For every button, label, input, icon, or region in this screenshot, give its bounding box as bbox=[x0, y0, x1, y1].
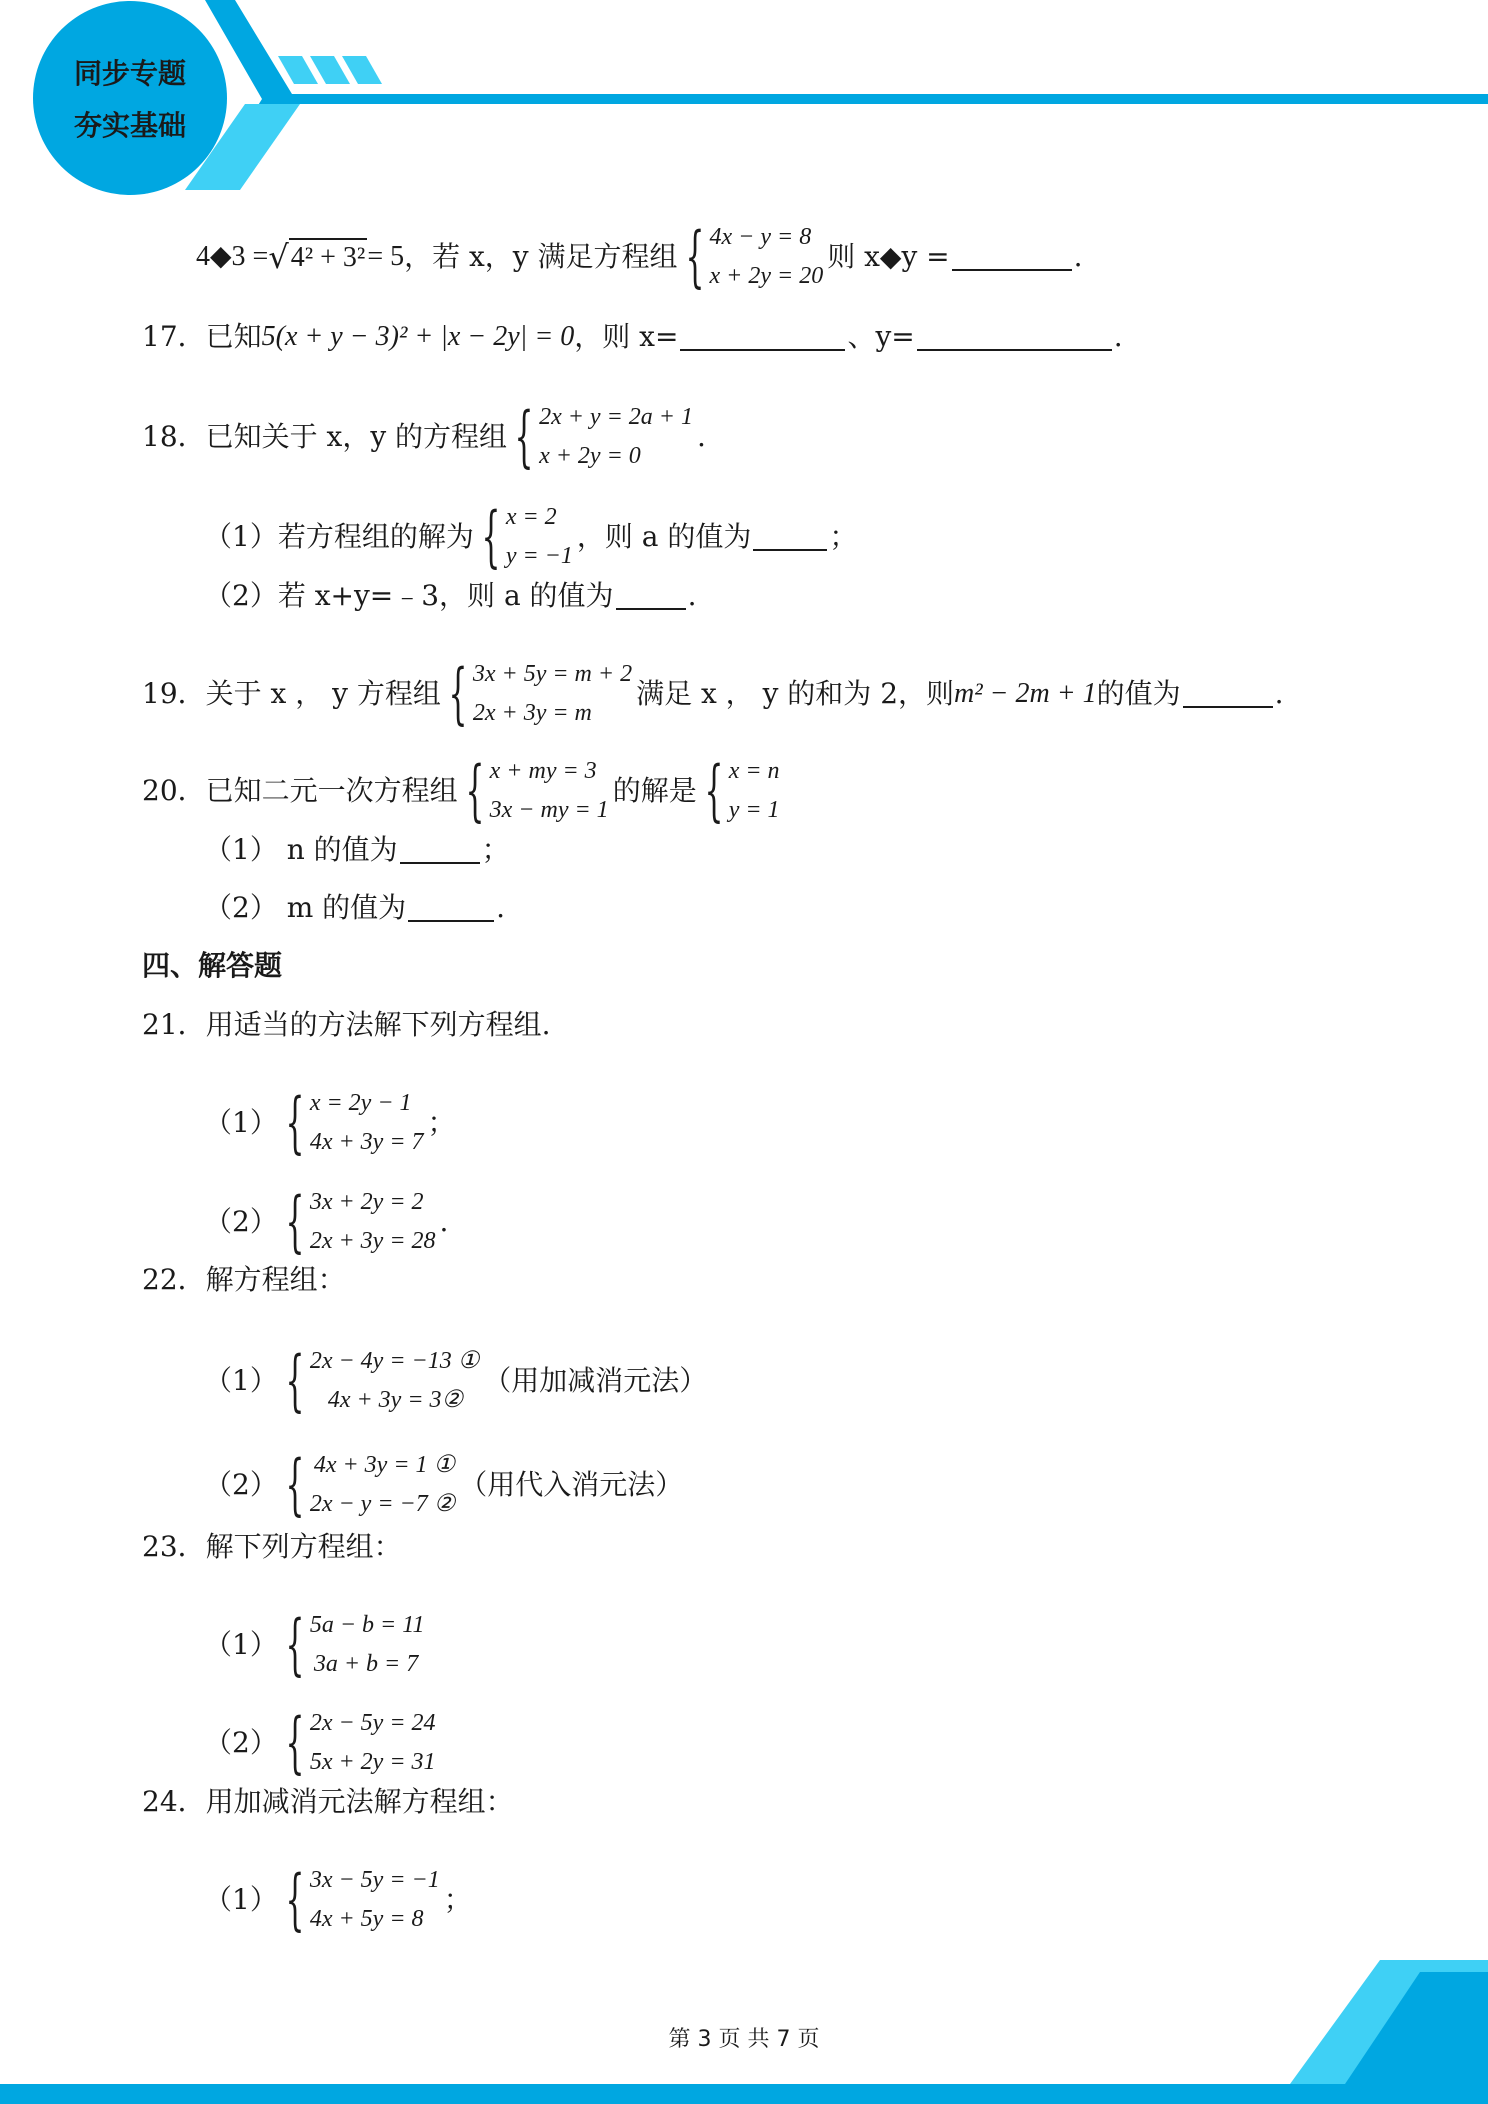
equation-system: { 2x + y = 2a + 1 x + 2y = 0 bbox=[514, 398, 693, 475]
answer-blank[interactable] bbox=[408, 894, 494, 922]
question-number: 17． bbox=[142, 320, 206, 353]
equation-system: { 2x − 5y = 24 5x + 2y = 31 bbox=[285, 1704, 436, 1781]
equation-system: { x + my = 3 3x − my = 1 bbox=[465, 752, 609, 829]
question-24: 24． 用加减消元法解方程组： bbox=[142, 1785, 514, 1818]
question-number: 22． bbox=[142, 1263, 206, 1296]
answer-blank-x[interactable] bbox=[680, 323, 845, 351]
question-19: 19． 关于 x ， y 方程组 { 3x + 5y = m + 2 2x + 3y = m 满足 x ， y 的和为 2，则 m² − 2m + 1 的值为 . bbox=[142, 655, 1284, 732]
question-23: 23． 解下列方程组： bbox=[142, 1530, 402, 1563]
question-20: 20． 已知二元一次方程组 { x + my = 3 3x − my = 1 的解是 { x = n y = 1 bbox=[142, 752, 780, 829]
sqrt-symbol: √ bbox=[268, 238, 289, 276]
answer-blank-y[interactable] bbox=[917, 323, 1112, 351]
question-number: 23． bbox=[142, 1530, 206, 1563]
solution-system: { x = 2 y = −1 bbox=[481, 498, 573, 575]
question-21: 21． 用适当的方法解下列方程组. bbox=[142, 1008, 551, 1041]
equation-system: { x = 2y − 1 4x + 3y = 7 bbox=[285, 1084, 424, 1161]
q20-part-1: （1） n 的值为 ； bbox=[204, 833, 510, 866]
q18-part-1: （1）若方程组的解为 { x = 2 y = −1 ，则 a 的值为 ； bbox=[204, 498, 858, 575]
question-number: 19． bbox=[142, 677, 206, 710]
header-decoration bbox=[0, 0, 1488, 200]
q24-part-1: （1） { 3x − 5y = −1 4x + 5y = 8 ； bbox=[204, 1861, 472, 1938]
equation-system: { 3x + 5y = m + 2 2x + 3y = m bbox=[448, 655, 633, 732]
question-22: 22． 解方程组： bbox=[142, 1263, 346, 1296]
answer-blank[interactable] bbox=[753, 523, 827, 551]
q21-part-2: （2） { 3x + 2y = 2 2x + 3y = 28 . bbox=[204, 1183, 449, 1260]
q23-part-1: （1） { 5a − b = 11 3a + b = 7 bbox=[204, 1606, 425, 1683]
page-number: 第 3 页 共 7 页 bbox=[668, 2027, 820, 2052]
badge-line-1: 同步专题 bbox=[73, 57, 186, 90]
question-number: 24． bbox=[142, 1785, 206, 1818]
question-number: 21． bbox=[142, 1008, 206, 1041]
equation-system: { 2x − 4y = −13 ① 4x + 3y = 3② bbox=[285, 1342, 480, 1419]
equation-system: { 5a − b = 11 3a + b = 7 bbox=[285, 1606, 425, 1683]
q22-part-1: （1） { 2x − 4y = −13 ① 4x + 3y = 3② （用加减消元法） bbox=[204, 1342, 708, 1419]
section-heading: 四、解答题 bbox=[142, 949, 283, 982]
equation-system: { 4x − y = 8 x + 2y = 20 bbox=[685, 218, 824, 295]
equation-system: { 4x + 3y = 1 ① 2x − y = −7 ② bbox=[285, 1446, 456, 1523]
q21-part-1: （1） { x = 2y − 1 4x + 3y = 7 ； bbox=[204, 1084, 456, 1161]
q22-part-2: （2） { 4x + 3y = 1 ① 2x − y = −7 ② （用代入消元法） bbox=[204, 1446, 684, 1523]
answer-blank[interactable] bbox=[400, 836, 480, 864]
equation-system: { 3x + 2y = 2 2x + 3y = 28 bbox=[285, 1183, 436, 1260]
equation-system: { 3x − 5y = −1 4x + 5y = 8 bbox=[285, 1861, 440, 1938]
q16-line: 4◆3 = √ 4² + 3² = 5 ，若 x，y 满足方程组 { 4x − y = 8 x + 2y = 20 则 x◆y = . bbox=[196, 218, 1083, 295]
sqrt-content: 4² + 3² bbox=[289, 238, 368, 276]
solution-system: { x = n y = 1 bbox=[704, 752, 780, 829]
question-18: 18． 已知关于 x，y 的方程组 { 2x + y = 2a + 1 x + 2y = 0 . bbox=[142, 398, 706, 475]
answer-blank[interactable] bbox=[616, 582, 686, 610]
q23-part-2: （2） { 2x − 5y = 24 5x + 2y = 31 bbox=[204, 1704, 436, 1781]
math-expression: 5(x + y − 3)² + |x − 2y| = 0 bbox=[261, 321, 575, 352]
question-number: 18． bbox=[142, 420, 206, 453]
math-expression: m² − 2m + 1 bbox=[954, 678, 1097, 709]
footer-decoration bbox=[0, 1960, 1488, 2104]
badge-line-2: 夯实基础 bbox=[73, 109, 186, 142]
header-badge bbox=[40, 48, 220, 152]
question-17: 17． 已知 5(x + y − 3)² + |x − 2y| = 0 ，则 x= 、y= . bbox=[142, 320, 1123, 353]
q18-part-2: （2）若 x+y=﹣3，则 a 的值为 . bbox=[204, 579, 697, 612]
question-number: 20． bbox=[142, 774, 206, 807]
q20-part-2: （2） m 的值为 . bbox=[204, 891, 506, 924]
answer-blank[interactable] bbox=[1183, 680, 1273, 708]
answer-blank[interactable] bbox=[952, 243, 1072, 271]
